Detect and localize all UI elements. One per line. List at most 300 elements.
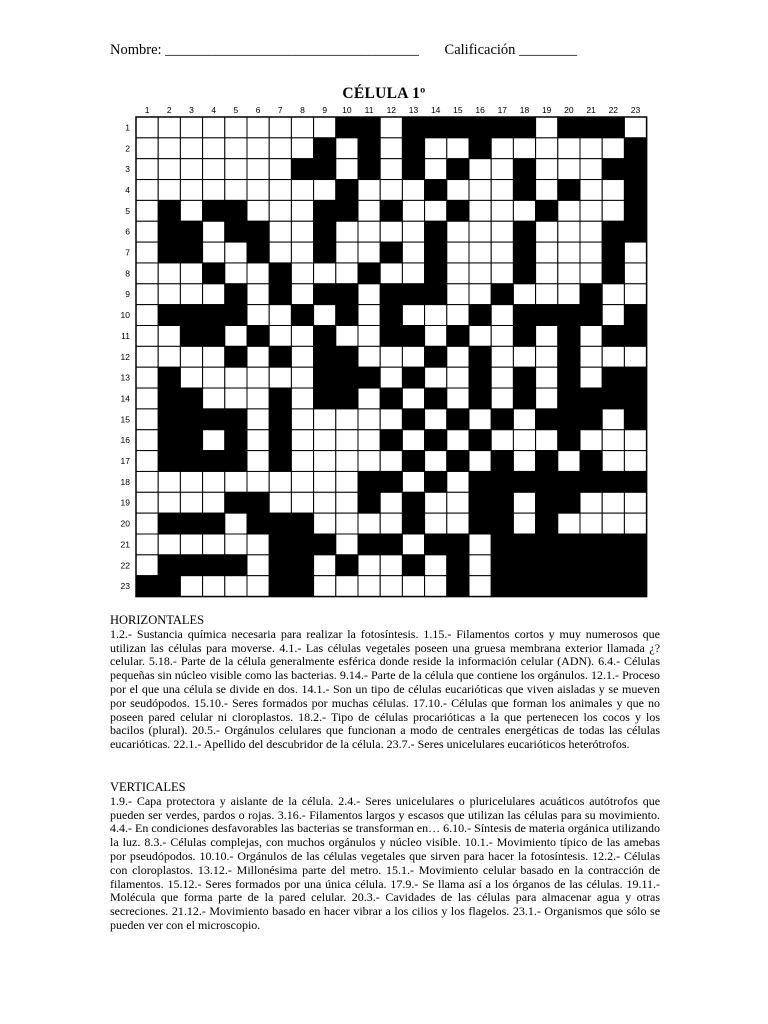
grid-cell-white[interactable] (269, 221, 291, 242)
grid-cell-white[interactable] (203, 534, 225, 555)
grid-cell-white[interactable] (158, 117, 180, 138)
grid-cell-white[interactable] (513, 409, 535, 430)
grid-cell-white[interactable] (580, 242, 602, 263)
grid-cell-white[interactable] (602, 284, 624, 305)
grid-cell-white[interactable] (558, 159, 580, 180)
grid-cell-white[interactable] (291, 451, 313, 472)
grid-cell-white[interactable] (336, 409, 358, 430)
grid-cell-white[interactable] (380, 263, 402, 284)
grid-cell-white[interactable] (136, 159, 158, 180)
grid-cell-white[interactable] (425, 138, 447, 159)
grid-cell-white[interactable] (425, 451, 447, 472)
grid-cell-white[interactable] (402, 388, 424, 409)
grid-cell-white[interactable] (358, 513, 380, 534)
grid-cell-white[interactable] (225, 471, 247, 492)
grid-cell-white[interactable] (225, 367, 247, 388)
grid-cell-white[interactable] (136, 221, 158, 242)
grid-cell-white[interactable] (336, 451, 358, 472)
grid-cell-white[interactable] (247, 305, 269, 326)
grid-cell-white[interactable] (536, 284, 558, 305)
grid-cell-white[interactable] (203, 430, 225, 451)
grid-cell-white[interactable] (358, 576, 380, 597)
grid-cell-white[interactable] (136, 471, 158, 492)
grid-cell-white[interactable] (136, 409, 158, 430)
grid-cell-white[interactable] (491, 326, 513, 347)
grid-cell-white[interactable] (247, 388, 269, 409)
grid-cell-white[interactable] (447, 284, 469, 305)
grid-cell-white[interactable] (291, 430, 313, 451)
grid-cell-white[interactable] (447, 242, 469, 263)
grid-cell-white[interactable] (180, 138, 202, 159)
grid-cell-white[interactable] (491, 180, 513, 201)
grid-cell-white[interactable] (536, 117, 558, 138)
grid-cell-white[interactable] (358, 326, 380, 347)
grid-cell-white[interactable] (247, 200, 269, 221)
grid-cell-white[interactable] (136, 555, 158, 576)
grid-cell-white[interactable] (358, 346, 380, 367)
grid-cell-white[interactable] (358, 180, 380, 201)
grid-cell-white[interactable] (624, 346, 646, 367)
grid-cell-white[interactable] (447, 430, 469, 451)
grid-cell-white[interactable] (558, 513, 580, 534)
grid-cell-white[interactable] (247, 159, 269, 180)
grid-cell-white[interactable] (558, 138, 580, 159)
grid-cell-white[interactable] (491, 159, 513, 180)
grid-cell-white[interactable] (180, 159, 202, 180)
grid-cell-white[interactable] (314, 513, 336, 534)
grid-cell-white[interactable] (336, 242, 358, 263)
grid-cell-white[interactable] (291, 326, 313, 347)
grid-cell-white[interactable] (558, 451, 580, 472)
grid-cell-white[interactable] (469, 180, 491, 201)
grid-cell-white[interactable] (580, 326, 602, 347)
grid-cell-white[interactable] (558, 200, 580, 221)
grid-cell-white[interactable] (425, 409, 447, 430)
grid-cell-white[interactable] (425, 200, 447, 221)
grid-cell-white[interactable] (602, 492, 624, 513)
grid-cell-white[interactable] (536, 221, 558, 242)
grid-cell-white[interactable] (536, 263, 558, 284)
grid-cell-white[interactable] (469, 409, 491, 430)
grid-cell-white[interactable] (536, 430, 558, 451)
grid-cell-white[interactable] (203, 492, 225, 513)
grid-cell-white[interactable] (580, 513, 602, 534)
grid-cell-white[interactable] (513, 284, 535, 305)
grid-cell-white[interactable] (491, 430, 513, 451)
grid-cell-white[interactable] (447, 221, 469, 242)
grid-cell-white[interactable] (536, 388, 558, 409)
grid-cell-white[interactable] (225, 180, 247, 201)
grid-cell-white[interactable] (358, 200, 380, 221)
grid-cell-white[interactable] (269, 471, 291, 492)
grid-cell-white[interactable] (247, 367, 269, 388)
grid-cell-white[interactable] (602, 200, 624, 221)
grid-cell-white[interactable] (602, 451, 624, 472)
grid-cell-white[interactable] (291, 200, 313, 221)
grid-cell-white[interactable] (491, 346, 513, 367)
grid-cell-white[interactable] (180, 471, 202, 492)
grid-cell-white[interactable] (380, 159, 402, 180)
grid-cell-white[interactable] (225, 242, 247, 263)
grid-cell-white[interactable] (180, 200, 202, 221)
grade-field[interactable]: ________ (519, 42, 578, 58)
grid-cell-white[interactable] (203, 117, 225, 138)
grid-cell-white[interactable] (203, 284, 225, 305)
grid-cell-white[interactable] (225, 117, 247, 138)
grid-cell-white[interactable] (447, 305, 469, 326)
grid-cell-white[interactable] (336, 326, 358, 347)
grid-cell-white[interactable] (136, 305, 158, 326)
grid-cell-white[interactable] (447, 367, 469, 388)
grid-cell-white[interactable] (358, 430, 380, 451)
grid-cell-white[interactable] (158, 346, 180, 367)
grid-cell-white[interactable] (624, 284, 646, 305)
grid-cell-white[interactable] (513, 513, 535, 534)
grid-cell-white[interactable] (580, 430, 602, 451)
grid-cell-white[interactable] (536, 159, 558, 180)
grid-cell-white[interactable] (247, 117, 269, 138)
grid-cell-white[interactable] (402, 305, 424, 326)
grid-cell-white[interactable] (380, 117, 402, 138)
grid-cell-white[interactable] (136, 200, 158, 221)
grid-cell-white[interactable] (136, 451, 158, 472)
grid-cell-white[interactable] (580, 367, 602, 388)
grid-cell-white[interactable] (247, 534, 269, 555)
grid-cell-white[interactable] (425, 576, 447, 597)
grid-cell-white[interactable] (602, 513, 624, 534)
grid-cell-white[interactable] (624, 242, 646, 263)
grid-cell-white[interactable] (602, 180, 624, 201)
grid-cell-white[interactable] (380, 451, 402, 472)
grid-cell-white[interactable] (380, 346, 402, 367)
grid-cell-white[interactable] (291, 284, 313, 305)
grid-cell-white[interactable] (269, 305, 291, 326)
grid-cell-white[interactable] (180, 534, 202, 555)
grid-cell-white[interactable] (136, 388, 158, 409)
grid-cell-white[interactable] (247, 576, 269, 597)
grid-cell-white[interactable] (336, 221, 358, 242)
grid-cell-white[interactable] (469, 555, 491, 576)
grid-cell-white[interactable] (602, 346, 624, 367)
grid-cell-white[interactable] (269, 138, 291, 159)
grid-cell-white[interactable] (247, 409, 269, 430)
grid-cell-white[interactable] (136, 263, 158, 284)
grid-cell-white[interactable] (358, 305, 380, 326)
grid-cell-white[interactable] (469, 534, 491, 555)
grid-cell-white[interactable] (624, 513, 646, 534)
grid-cell-white[interactable] (425, 492, 447, 513)
grid-cell-white[interactable] (314, 576, 336, 597)
grid-cell-white[interactable] (469, 326, 491, 347)
grid-cell-white[interactable] (536, 138, 558, 159)
grid-cell-white[interactable] (314, 451, 336, 472)
grid-cell-white[interactable] (536, 367, 558, 388)
grid-cell-white[interactable] (247, 430, 269, 451)
grid-cell-white[interactable] (447, 492, 469, 513)
grid-cell-white[interactable] (136, 326, 158, 347)
grid-cell-white[interactable] (580, 200, 602, 221)
grid-cell-white[interactable] (358, 409, 380, 430)
grid-cell-white[interactable] (513, 138, 535, 159)
grid-cell-white[interactable] (380, 221, 402, 242)
grid-cell-white[interactable] (158, 471, 180, 492)
grid-cell-white[interactable] (269, 117, 291, 138)
grid-cell-white[interactable] (491, 388, 513, 409)
grid-cell-white[interactable] (580, 263, 602, 284)
grid-cell-white[interactable] (247, 284, 269, 305)
grid-cell-white[interactable] (291, 346, 313, 367)
grid-cell-white[interactable] (580, 138, 602, 159)
grid-cell-white[interactable] (336, 492, 358, 513)
grid-cell-white[interactable] (314, 555, 336, 576)
grid-cell-white[interactable] (291, 492, 313, 513)
grid-cell-white[interactable] (402, 263, 424, 284)
grid-cell-white[interactable] (203, 388, 225, 409)
grid-cell-white[interactable] (158, 492, 180, 513)
grid-cell-white[interactable] (402, 534, 424, 555)
grid-cell-white[interactable] (513, 200, 535, 221)
grid-cell-white[interactable] (447, 180, 469, 201)
grid-cell-white[interactable] (602, 409, 624, 430)
grid-cell-white[interactable] (469, 242, 491, 263)
grid-cell-white[interactable] (425, 367, 447, 388)
grid-cell-white[interactable] (269, 326, 291, 347)
grid-cell-white[interactable] (269, 159, 291, 180)
grid-cell-white[interactable] (447, 388, 469, 409)
grid-cell-white[interactable] (558, 263, 580, 284)
grid-cell-white[interactable] (180, 492, 202, 513)
grid-cell-white[interactable] (136, 513, 158, 534)
grid-cell-white[interactable] (247, 180, 269, 201)
grid-cell-white[interactable] (180, 180, 202, 201)
grid-cell-white[interactable] (469, 284, 491, 305)
grid-cell-white[interactable] (336, 576, 358, 597)
grid-cell-white[interactable] (402, 221, 424, 242)
grid-cell-white[interactable] (380, 555, 402, 576)
grid-cell-white[interactable] (158, 180, 180, 201)
grid-cell-white[interactable] (358, 451, 380, 472)
grid-cell-white[interactable] (491, 263, 513, 284)
grid-cell-white[interactable] (314, 117, 336, 138)
grid-cell-white[interactable] (180, 367, 202, 388)
grid-cell-white[interactable] (536, 180, 558, 201)
grid-cell-white[interactable] (180, 576, 202, 597)
grid-cell-white[interactable] (247, 346, 269, 367)
grid-cell-white[interactable] (624, 263, 646, 284)
grid-cell-white[interactable] (225, 513, 247, 534)
grid-cell-white[interactable] (380, 409, 402, 430)
grid-cell-white[interactable] (158, 159, 180, 180)
grid-cell-white[interactable] (136, 242, 158, 263)
grid-cell-white[interactable] (158, 263, 180, 284)
grid-cell-white[interactable] (602, 305, 624, 326)
grid-cell-white[interactable] (469, 451, 491, 472)
grid-cell-white[interactable] (291, 409, 313, 430)
grid-cell-white[interactable] (402, 430, 424, 451)
grid-cell-white[interactable] (536, 326, 558, 347)
grid-cell-white[interactable] (225, 388, 247, 409)
grid-cell-white[interactable] (314, 430, 336, 451)
grid-cell-white[interactable] (336, 513, 358, 534)
grid-cell-white[interactable] (558, 221, 580, 242)
grid-cell-white[interactable] (180, 284, 202, 305)
grid-cell-white[interactable] (380, 492, 402, 513)
grid-cell-white[interactable] (425, 326, 447, 347)
grid-cell-white[interactable] (291, 242, 313, 263)
grid-cell-white[interactable] (336, 430, 358, 451)
grid-cell-white[interactable] (358, 284, 380, 305)
grid-cell-white[interactable] (624, 117, 646, 138)
name-field[interactable]: ___________________________________ (165, 42, 419, 58)
grid-cell-white[interactable] (425, 555, 447, 576)
grid-cell-white[interactable] (624, 430, 646, 451)
grid-cell-white[interactable] (269, 367, 291, 388)
grid-cell-white[interactable] (336, 534, 358, 555)
grid-cell-white[interactable] (402, 200, 424, 221)
grid-cell-white[interactable] (269, 200, 291, 221)
grid-cell-white[interactable] (314, 180, 336, 201)
grid-cell-white[interactable] (247, 138, 269, 159)
grid-cell-white[interactable] (247, 451, 269, 472)
grid-cell-white[interactable] (225, 326, 247, 347)
grid-cell-white[interactable] (291, 367, 313, 388)
grid-cell-white[interactable] (447, 263, 469, 284)
grid-cell-white[interactable] (536, 242, 558, 263)
grid-cell-white[interactable] (136, 430, 158, 451)
grid-cell-white[interactable] (491, 221, 513, 242)
grid-cell-white[interactable] (291, 471, 313, 492)
grid-cell-white[interactable] (291, 221, 313, 242)
grid-cell-white[interactable] (491, 305, 513, 326)
grid-cell-white[interactable] (180, 346, 202, 367)
grid-cell-white[interactable] (624, 451, 646, 472)
grid-cell-white[interactable] (513, 492, 535, 513)
grid-cell-white[interactable] (447, 513, 469, 534)
grid-cell-white[interactable] (158, 326, 180, 347)
grid-cell-white[interactable] (247, 555, 269, 576)
grid-cell-white[interactable] (380, 138, 402, 159)
grid-cell-white[interactable] (491, 138, 513, 159)
grid-cell-white[interactable] (491, 242, 513, 263)
grid-cell-white[interactable] (314, 305, 336, 326)
grid-cell-white[interactable] (491, 367, 513, 388)
grid-cell-white[interactable] (580, 492, 602, 513)
grid-cell-white[interactable] (225, 263, 247, 284)
grid-cell-white[interactable] (558, 242, 580, 263)
grid-cell-white[interactable] (203, 367, 225, 388)
grid-cell-white[interactable] (513, 346, 535, 367)
grid-cell-white[interactable] (269, 180, 291, 201)
grid-cell-white[interactable] (291, 388, 313, 409)
grid-cell-white[interactable] (469, 263, 491, 284)
grid-cell-white[interactable] (269, 492, 291, 513)
grid-cell-white[interactable] (447, 471, 469, 492)
grid-cell-white[interactable] (469, 200, 491, 221)
grid-cell-white[interactable] (291, 263, 313, 284)
grid-cell-white[interactable] (203, 471, 225, 492)
grid-cell-white[interactable] (136, 180, 158, 201)
grid-cell-white[interactable] (580, 346, 602, 367)
grid-cell-white[interactable] (558, 284, 580, 305)
grid-cell-white[interactable] (425, 159, 447, 180)
grid-cell-white[interactable] (358, 242, 380, 263)
grid-cell-white[interactable] (624, 492, 646, 513)
grid-cell-white[interactable] (136, 367, 158, 388)
grid-cell-white[interactable] (158, 138, 180, 159)
grid-cell-white[interactable] (380, 513, 402, 534)
grid-cell-white[interactable] (136, 534, 158, 555)
grid-cell-white[interactable] (602, 430, 624, 451)
grid-cell-white[interactable] (402, 346, 424, 367)
grid-cell-white[interactable] (203, 138, 225, 159)
grid-cell-white[interactable] (602, 138, 624, 159)
grid-cell-white[interactable] (469, 576, 491, 597)
grid-cell-white[interactable] (203, 576, 225, 597)
grid-cell-white[interactable] (358, 221, 380, 242)
grid-cell-white[interactable] (158, 534, 180, 555)
grid-cell-white[interactable] (291, 138, 313, 159)
grid-cell-white[interactable] (203, 221, 225, 242)
grid-cell-white[interactable] (136, 284, 158, 305)
grid-cell-white[interactable] (447, 346, 469, 367)
grid-cell-white[interactable] (314, 471, 336, 492)
grid-cell-white[interactable] (203, 180, 225, 201)
grid-cell-white[interactable] (314, 263, 336, 284)
grid-cell-white[interactable] (336, 263, 358, 284)
grid-cell-white[interactable] (513, 451, 535, 472)
grid-cell-white[interactable] (336, 471, 358, 492)
grid-cell-white[interactable] (469, 159, 491, 180)
grid-cell-white[interactable] (425, 305, 447, 326)
grid-cell-white[interactable] (314, 492, 336, 513)
grid-cell-white[interactable] (203, 346, 225, 367)
grid-cell-white[interactable] (380, 367, 402, 388)
grid-cell-white[interactable] (402, 471, 424, 492)
grid-cell-white[interactable] (314, 409, 336, 430)
grid-cell-white[interactable] (513, 430, 535, 451)
grid-cell-white[interactable] (536, 346, 558, 367)
grid-cell-white[interactable] (425, 513, 447, 534)
grid-cell-white[interactable] (380, 576, 402, 597)
grid-cell-white[interactable] (136, 138, 158, 159)
grid-cell-white[interactable] (225, 159, 247, 180)
grid-cell-white[interactable] (247, 471, 269, 492)
grid-cell-white[interactable] (491, 200, 513, 221)
grid-cell-white[interactable] (358, 555, 380, 576)
grid-cell-white[interactable] (203, 159, 225, 180)
grid-cell-white[interactable] (247, 263, 269, 284)
grid-cell-white[interactable] (180, 263, 202, 284)
grid-cell-white[interactable] (269, 242, 291, 263)
grid-cell-white[interactable] (291, 117, 313, 138)
grid-cell-white[interactable] (580, 221, 602, 242)
grid-cell-white[interactable] (580, 159, 602, 180)
grid-cell-white[interactable] (580, 180, 602, 201)
grid-cell-white[interactable] (447, 138, 469, 159)
grid-cell-white[interactable] (291, 180, 313, 201)
grid-cell-white[interactable] (380, 180, 402, 201)
grid-cell-white[interactable] (136, 492, 158, 513)
grid-cell-white[interactable] (225, 576, 247, 597)
grid-cell-white[interactable] (203, 242, 225, 263)
grid-cell-white[interactable] (336, 159, 358, 180)
grid-cell-white[interactable] (402, 180, 424, 201)
grid-cell-white[interactable] (225, 138, 247, 159)
grid-cell-white[interactable] (358, 388, 380, 409)
grid-cell-white[interactable] (136, 346, 158, 367)
grid-cell-white[interactable] (158, 284, 180, 305)
grid-cell-white[interactable] (336, 138, 358, 159)
